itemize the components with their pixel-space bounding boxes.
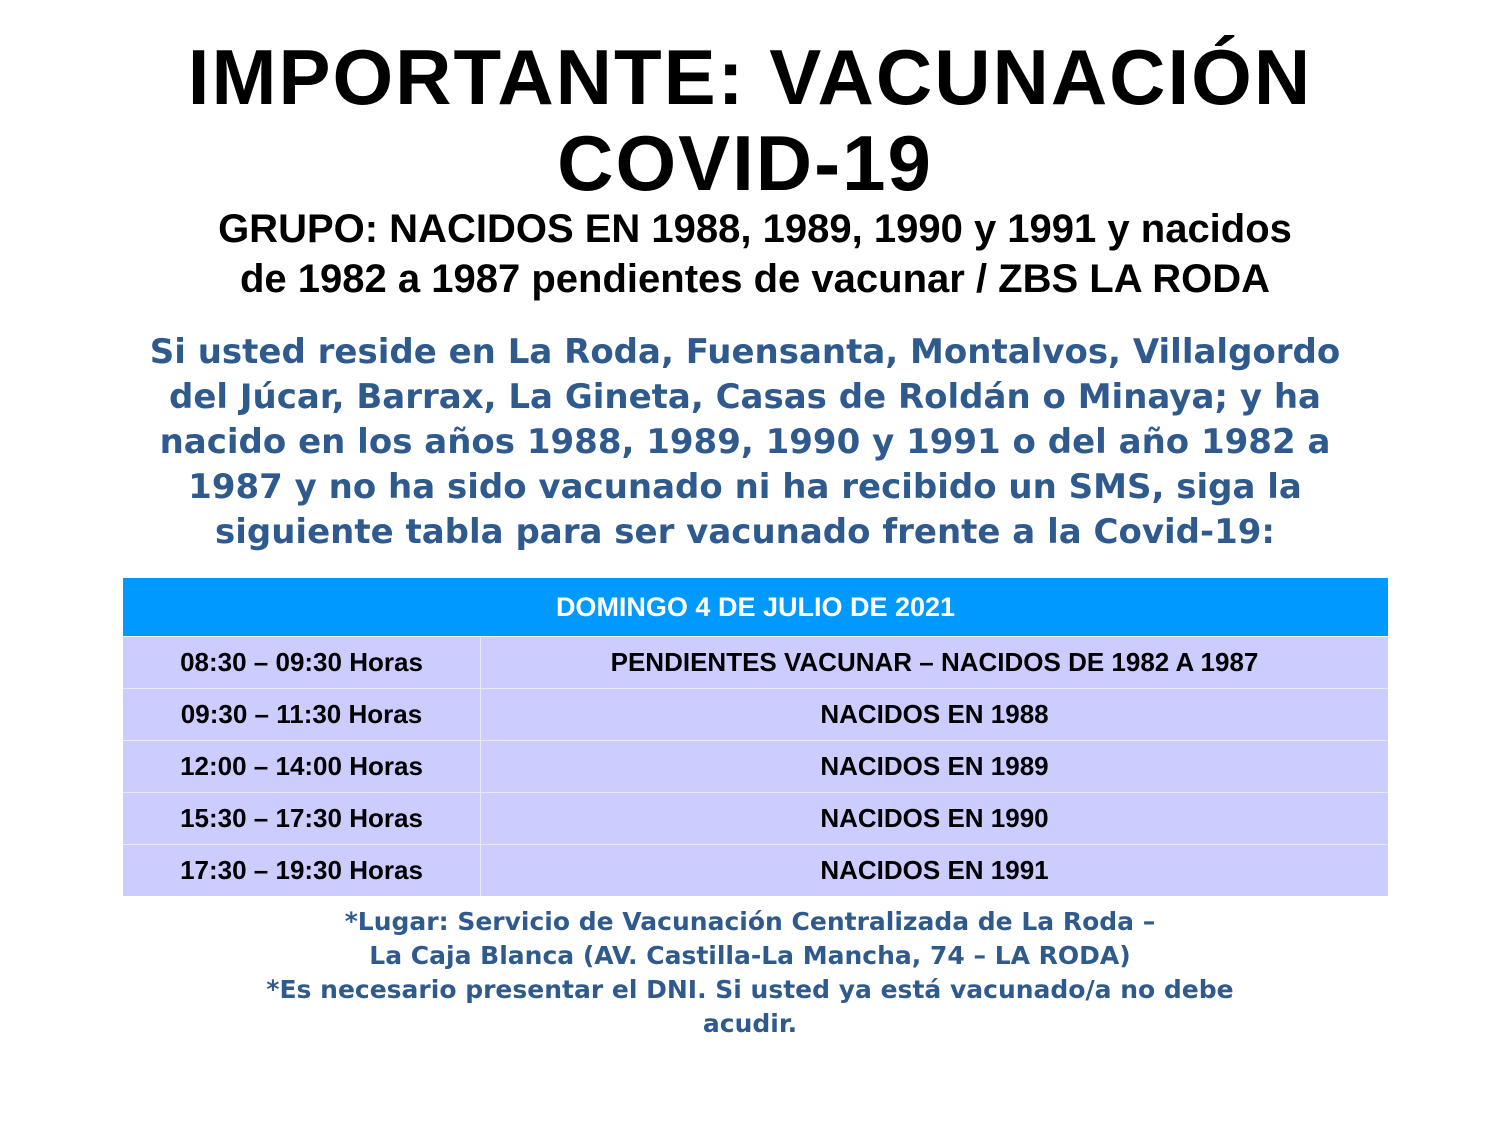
page-title-line-2: COVID-19 [557,119,933,207]
subtitle-line: de 1982 a 1987 pendientes de vacunar / ZBS LA RODA [240,257,1270,301]
footer-line: acudir. [702,1009,798,1038]
schedule-table [123,578,1388,896]
table-row [123,689,1388,741]
page-title: IMPORTANTE: VACUNACIÓN [187,33,1313,121]
time-cell: 08:30 – 09:30 Horas [123,637,481,689]
time-cell: 09:30 – 11:30 Horas [123,689,481,741]
footer-line: *Es necesario presentar el DNI. Si usted ya está vacunado/a no debe [266,975,1234,1004]
intro-line: nacido en los años 1988, 1989, 1990 y 1991 o del año 1982 a [159,422,1331,462]
group-subtitle [60,204,1450,304]
intro-line: del Júcar, Barrax, La Gineta, Casas de Roldán o Minaya; y ha [169,377,1321,417]
footer-line: La Caja Blanca (AV. Castilla-La Mancha, 74 – LA RODA) [369,941,1131,970]
intro-line: 1987 y no ha sido vacunado ni ha recibido un SMS, siga la [188,467,1302,507]
table-row [123,637,1388,689]
time-cell: 17:30 – 19:30 Horas [123,845,481,897]
table-header-row [123,578,1388,637]
table-row [123,741,1388,793]
group-cell: PENDIENTES VACUNAR – NACIDOS DE 1982 A 1987 [481,637,1389,689]
group-cell: NACIDOS EN 1990 [481,793,1389,845]
date-header: DOMINGO 4 DE JULIO DE 2021 [123,578,1388,637]
time-cell: 15:30 – 17:30 Horas [123,793,481,845]
footer-line: *Lugar: Servicio de Vacunación Centralizada de La Roda – [344,907,1156,936]
subtitle-line: GRUPO: NACIDOS EN 1988, 1989, 1990 y 1991 y nacidos [218,207,1292,251]
intro-line: Si usted reside en La Roda, Fuensanta, Montalvos, Villalgordo [149,332,1341,372]
intro-line: siguiente tabla para ser vacunado frente a la Covid-19: [214,512,1276,552]
intro-paragraph [80,330,1410,555]
table-row [123,845,1388,897]
table-row [123,793,1388,845]
location-note [180,905,1320,1041]
group-cell: NACIDOS EN 1991 [481,845,1389,897]
group-cell: NACIDOS EN 1988 [481,689,1389,741]
group-cell: NACIDOS EN 1989 [481,741,1389,793]
time-cell: 12:00 – 14:00 Horas [123,741,481,793]
